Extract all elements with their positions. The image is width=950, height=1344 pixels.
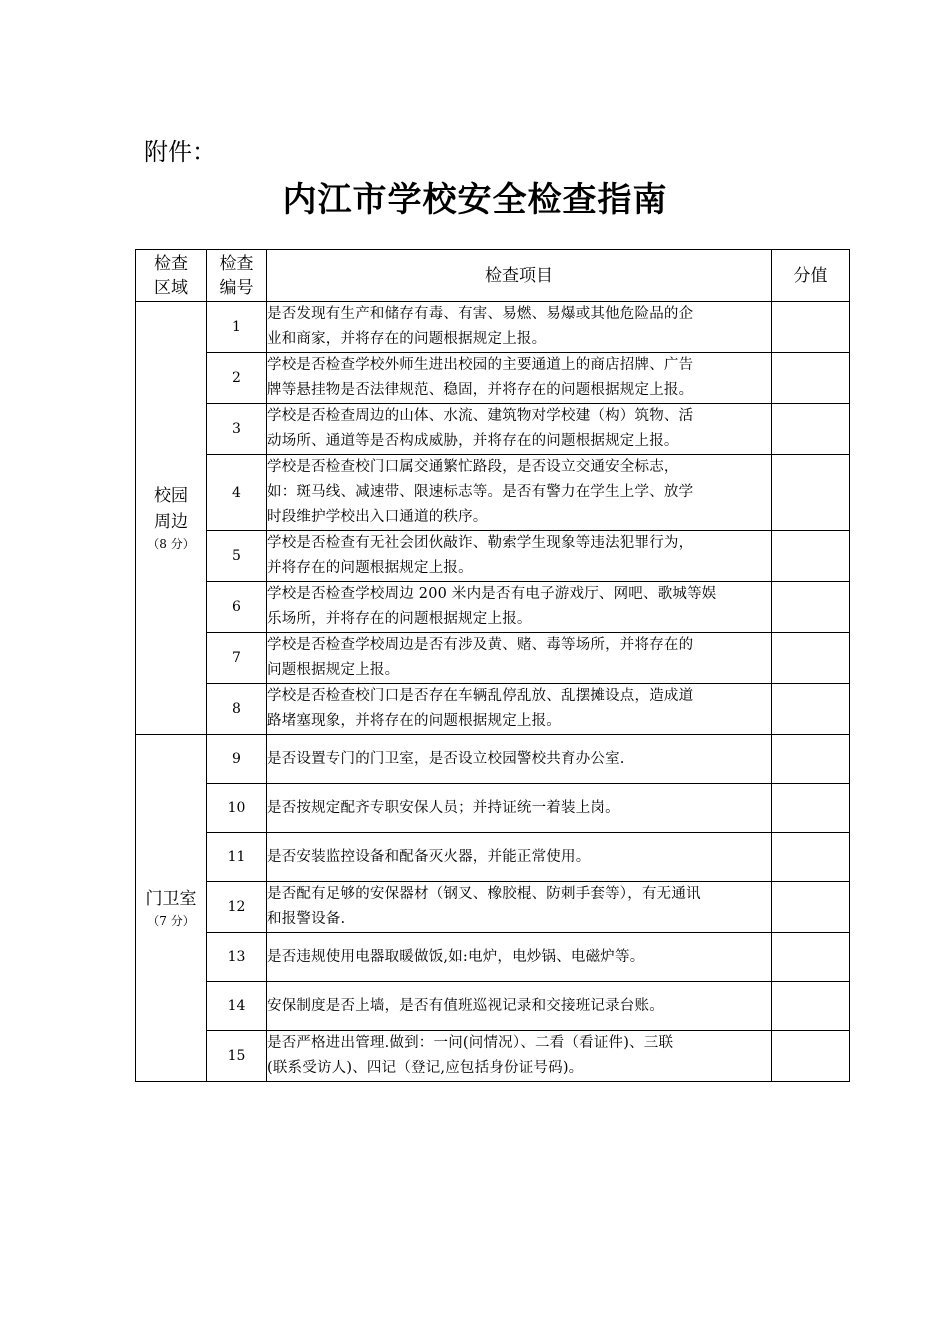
score-cell <box>772 353 850 404</box>
item-number: 1 <box>207 302 267 353</box>
attachment-label: 附件： <box>144 138 216 166</box>
score-cell <box>772 684 850 735</box>
item-number: 10 <box>207 784 267 833</box>
table-row <box>136 1031 850 1082</box>
header-item: 检查项目 <box>267 250 772 302</box>
area-points: （8 分） <box>147 537 195 551</box>
score-cell <box>772 531 850 582</box>
item-text: 是否发现有生产和储存有毒、有害、易燃、易爆或其他危险品的企 业和商家，并将存在的问题根据规定上报。 <box>267 302 772 353</box>
score-cell <box>772 1031 850 1082</box>
item-number: 5 <box>207 531 267 582</box>
table-row <box>136 582 850 633</box>
item-text: 学校是否检查有无社会团伙敲诈、勒索学生现象等违法犯罪行为， 并将存在的问题根据规定上报。 <box>267 531 772 582</box>
score-cell <box>772 404 850 455</box>
table-row <box>136 302 850 353</box>
header-area: 检查 区域 <box>136 250 207 302</box>
item-text: 是否按规定配齐专职安保人员；并持证统一着装上岗。 <box>267 784 772 833</box>
item-text: 学校是否检查学校周边是否有涉及黄、赌、毒等场所，并将存在的 问题根据规定上报。 <box>267 633 772 684</box>
item-number: 14 <box>207 982 267 1031</box>
table-row <box>136 735 850 784</box>
item-number: 15 <box>207 1031 267 1082</box>
score-cell <box>772 455 850 531</box>
item-text: 是否安装监控设备和配备灭火器，并能正常使用。 <box>267 833 772 882</box>
score-cell <box>772 882 850 933</box>
inspection-table <box>135 249 850 1082</box>
score-cell <box>772 833 850 882</box>
score-cell <box>772 784 850 833</box>
table-row <box>136 404 850 455</box>
score-cell <box>772 735 850 784</box>
item-text: 学校是否检查校门口是否存在车辆乱停乱放、乱摆摊设点，造成道 路堵塞现象，并将存在的问题根据规定上报。 <box>267 684 772 735</box>
score-cell <box>772 302 850 353</box>
item-text: 是否违规使用电器取暖做饭,如:电炉，电炒锅、电磁炉等。 <box>267 933 772 982</box>
score-cell <box>772 633 850 684</box>
table-row <box>136 633 850 684</box>
score-cell <box>772 582 850 633</box>
item-text: 学校是否检查学校周边 200 米内是否有电子游戏厅、网吧、歌城等娱 乐场所，并将存在的问题根据规定上报。 <box>267 582 772 633</box>
item-number: 12 <box>207 882 267 933</box>
item-number: 9 <box>207 735 267 784</box>
table-row <box>136 982 850 1031</box>
area-cell-campus-surroundings: 校园 周边 （8 分） <box>136 302 207 735</box>
table-row <box>136 455 850 531</box>
item-number: 7 <box>207 633 267 684</box>
table-row <box>136 833 850 882</box>
table-row <box>136 933 850 982</box>
table-row <box>136 531 850 582</box>
table-header-row <box>136 250 850 302</box>
area-cell-guard-room: 门卫室 （7 分） <box>136 735 207 1082</box>
table-row <box>136 684 850 735</box>
header-code: 检查 编号 <box>207 250 267 302</box>
item-text: 是否配有足够的安保器材（钢叉、橡胶棍、防刺手套等），有无通讯 和报警设备. <box>267 882 772 933</box>
item-text: 学校是否检查校门口属交通繁忙路段，是否设立交通安全标志， 如：斑马线、减速带、限速标志等。是否有警力在学生上学、放学 时段维护学校出入口通道的秩序。 <box>267 455 772 531</box>
item-text: 安保制度是否上墙，是否有值班巡视记录和交接班记录台账。 <box>267 982 772 1031</box>
header-score: 分值 <box>772 250 850 302</box>
table-row <box>136 882 850 933</box>
item-text: 是否严格进出管理.做到：一问(问情况）、二看（看证件)、三联 (联系受访人)、四记（登记,应包括身份证号码)。 <box>267 1031 772 1082</box>
table-row <box>136 353 850 404</box>
item-number: 3 <box>207 404 267 455</box>
item-number: 11 <box>207 833 267 882</box>
item-number: 6 <box>207 582 267 633</box>
item-number: 8 <box>207 684 267 735</box>
item-text: 学校是否检查学校外师生进出校园的主要通道上的商店招牌、广告 牌等悬挂物是否法律规范、稳固，并将存在的问题根据规定上报。 <box>267 353 772 404</box>
item-text: 学校是否检查周边的山体、水流、建筑物对学校建（构）筑物、活 动场所、通道等是否构成威胁，并将存在的问题根据规定上报。 <box>267 404 772 455</box>
document-title: 内江市学校安全检查指南 <box>282 180 668 220</box>
item-number: 13 <box>207 933 267 982</box>
table-row <box>136 784 850 833</box>
area-points: （7 分） <box>147 914 195 928</box>
item-number: 2 <box>207 353 267 404</box>
score-cell <box>772 982 850 1031</box>
item-text: 是否设置专门的门卫室，是否设立校园警校共育办公室. <box>267 735 772 784</box>
score-cell <box>772 933 850 982</box>
item-number: 4 <box>207 455 267 531</box>
